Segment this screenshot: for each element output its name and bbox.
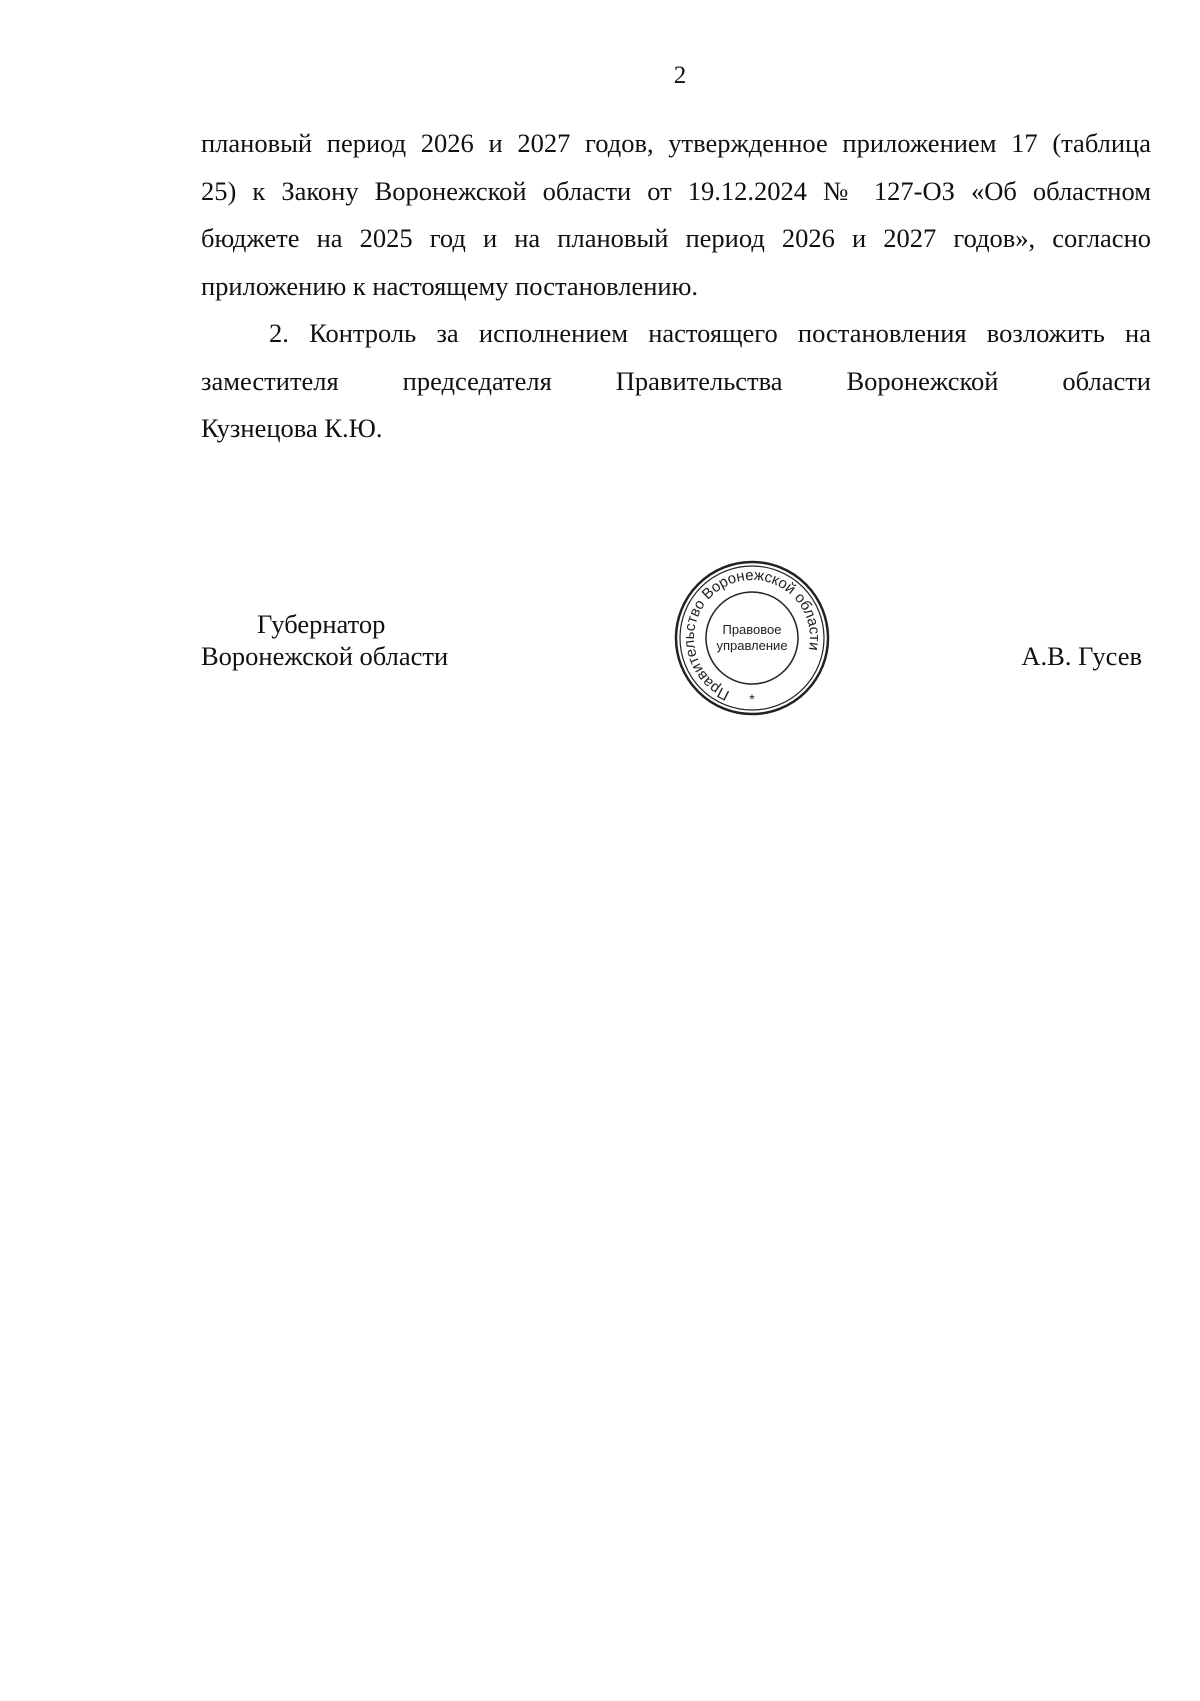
stamp-star: * (749, 691, 755, 707)
stamp-outer-text: Правительство Воронежской области (680, 566, 824, 704)
text-line: Кузнецова К.Ю. (201, 413, 383, 443)
official-stamp (672, 558, 832, 718)
document-body (201, 120, 1151, 453)
signatory-position (201, 608, 448, 672)
text-line: заместителя председателя Правительства Воронежской области (201, 365, 1151, 396)
text-line: плановый период 2026 и 2027 годов, утвержденное приложением 17 (таблица (201, 128, 1151, 158)
stamp-inner-text: управление (716, 638, 788, 653)
stamp-inner-text: Правовое (722, 622, 782, 637)
text-line: 25) к Закону Воронежской области от 19.12.2024 № 127-ОЗ «Об областном (201, 175, 1151, 206)
page-number: 2 (673, 62, 687, 89)
position-line: Воронежской области (201, 641, 449, 671)
text-line: 2. Контроль за исполнением настоящего постановления возложить на (269, 318, 1151, 348)
text-line: бюджете на 2025 год и на плановый период 2026 и 2027 годов», согласно (201, 223, 1151, 253)
position-line: Губернатор (257, 609, 386, 639)
signatory-name: А.В. Гусев (1021, 641, 1142, 671)
text-line: приложению к настоящему постановлению. (201, 270, 699, 301)
